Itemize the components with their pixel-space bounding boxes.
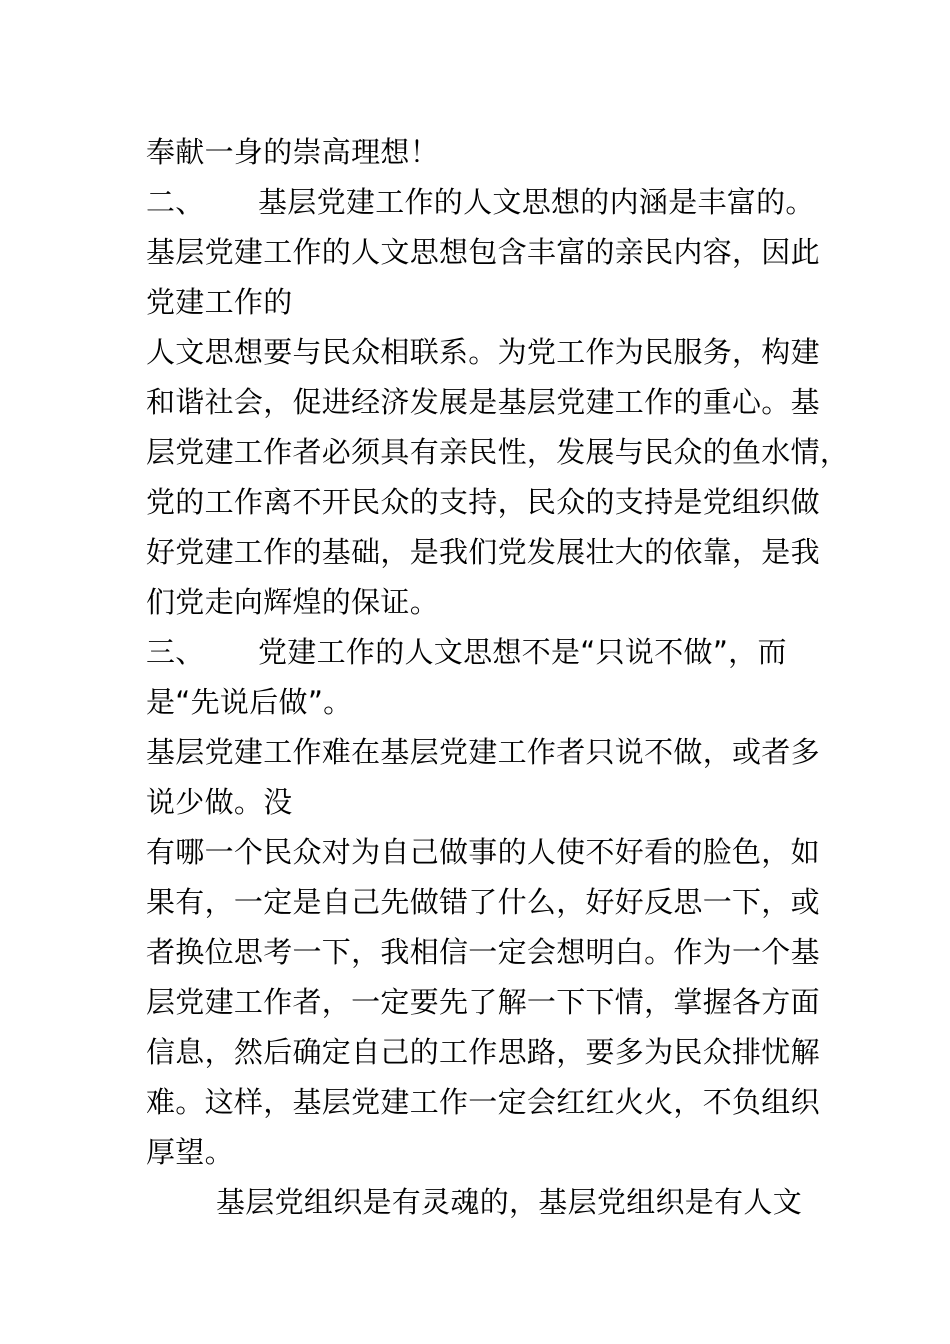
section-heading-text: 基层党建工作的人文思想的内涵是丰富的。	[258, 185, 815, 219]
text-line: 好党建工作的基础，是我们党发展壮大的依靠，是我	[146, 535, 820, 569]
text-line: 人文思想要与民众相联系。为党工作为民服务，构建	[146, 335, 820, 369]
text-line: 信息，然后确定自己的工作思路，要多为民众排忧解	[146, 1035, 820, 1069]
text-line: 们党走向辉煌的保证。	[146, 585, 440, 619]
text-line: 果有，一定是自己先做错了什么，好好反思一下，或	[146, 885, 820, 919]
text-line: 者换位思考一下，我相信一定会想明白。作为一个基	[146, 935, 820, 969]
text-line: 层党建工作者，一定要先了解一下下情，掌握各方面	[146, 985, 820, 1019]
text-line: 难。这样，基层党建工作一定会红红火火，不负组织	[146, 1085, 820, 1119]
text-line: 奉献一身的崇高理想！	[146, 135, 440, 169]
text-line: 基层党建工作难在基层党建工作者只说不做，或者多	[146, 735, 820, 769]
paragraph-start-line: 基层党组织是有灵魂的，基层党组织是有人文	[216, 1185, 803, 1219]
text-line: 基层党建工作的人文思想包含丰富的亲民内容，因此	[146, 235, 820, 269]
text-line: 党的工作离不开民众的支持，民众的支持是党组织做	[146, 485, 820, 519]
text-line: 有哪一个民众对为自己做事的人使不好看的脸色，如	[146, 835, 820, 869]
text-line: 和谐社会，促进经济发展是基层党建工作的重心。基	[146, 385, 820, 419]
section-heading-text: 党建工作的人文思想不是“只说不做”，而	[258, 635, 787, 669]
text-line: 党建工作的	[146, 285, 293, 319]
text-line: 是“先说后做”。	[146, 685, 353, 719]
text-line: 说少做。没	[146, 785, 293, 819]
section-heading-two	[146, 184, 815, 220]
section-number: 三、	[146, 635, 205, 669]
text-line: 层党建工作者必须具有亲民性，发展与民众的鱼水情，	[146, 435, 850, 469]
section-heading-three	[146, 634, 787, 670]
section-number: 二、	[146, 185, 205, 219]
text-line: 厚望。	[146, 1135, 234, 1169]
